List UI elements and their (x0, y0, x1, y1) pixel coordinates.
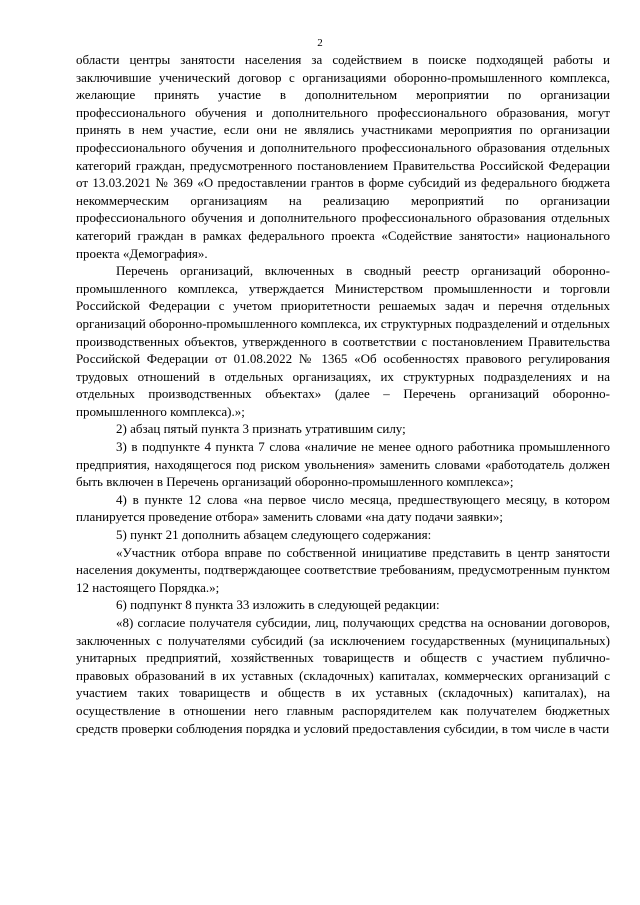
paragraph-quote-participant: «Участник отбора вправе по собственной инициативе представить в центр занятости населения документы, подтверждающее соответствие требованиям, предусмотренным пунктом 12 настоящего Порядка.»; (76, 544, 610, 595)
paragraph-item-2: 2) абзац пятый пункта 3 признать утратившим силу; (116, 421, 406, 437)
paragraph-quote-consent: «8) согласие получателя субсидии, лиц, получающих средства на основании договоров, заключенных с получателями субсидий (за исключением государственных (муниципальных) унитарных предприятий, хозяйственных товариществ и обществ с участием публично-правовых образований в их уставных (складочных) капиталах, коммерческих организаций с участием таких товариществ и обществ в их уставных (складочных) капиталах), на осуществление в отношении него главным распорядителем как получателем бюджетных средств проверки соблюдения порядка и условий предоставления субсидии, в том числе в части (76, 615, 610, 736)
page-number: 2 (317, 37, 323, 49)
paragraph-continuation: области центры занятости населения за содействием в поиске подходящей работы и заключившие ученический договор с организациями оборонно-промышленного комплекса, желающие принять участие в дополнительном мероприятии по организации профессионального обучения и дополнительного профессионального образования, могут принять в нем участие, если они не являлись участниками мероприятия по организации профессионального обучения и дополнительного профессионального образования отдельных категорий граждан, предусмотренного постановлением Правительства Российской Федерации от 13.03.2021 № 369 «О предоставлении грантов в форме субсидий из федерального бюджета некоммерческим организациям на реализацию мероприятий по организации профессионального обучения и дополнительного профессионального образования отдельных категорий граждан в рамках федерального проекта «Содействие занятости» национального проекта «Демография». (76, 52, 610, 261)
paragraph-perechen: Перечень организаций, включенных в сводный реестр организаций оборонно-промышленного комплекса, утверждается Министерством промышленности и торговли Российской Федерации с учетом приоритетности решаемых задач и перечня отдельных организаций оборонно-промышленного комплекса, их структурных подразделений и отдельных производственных объектов, утвержденного в соответствии с постановлением Правительства Российской Федерации от 01.08.2022 № 1365 «Об особенностях правового регулирования трудовых отношений в отдельных организациях, их структурных подразделениях и на отдельных производственных объектах» (далее – Перечень организаций оборонно-промышленного комплекса).»; (76, 263, 610, 419)
document-body (76, 51, 610, 737)
paragraph-item-5: 5) пункт 21 дополнить абзацем следующего содержания: (116, 527, 432, 543)
paragraph-item-4: 4) в пункте 12 слова «на первое число месяца, предшествующего месяцу, в котором планируется проведение отбора» заменить словами «на дату подачи заявки»; (76, 491, 610, 525)
paragraph-item-3: 3) в подпункте 4 пункта 7 слова «наличие не менее одного работника промышленного предприятия, находящегося под риском увольнения» заменить словами «работодатель должен быть включен в Перечень организаций оборонно-промышленного комплекса»; (76, 439, 610, 490)
paragraph-item-6: 6) подпункт 8 пункта 33 изложить в следующей редакции: (116, 597, 440, 613)
